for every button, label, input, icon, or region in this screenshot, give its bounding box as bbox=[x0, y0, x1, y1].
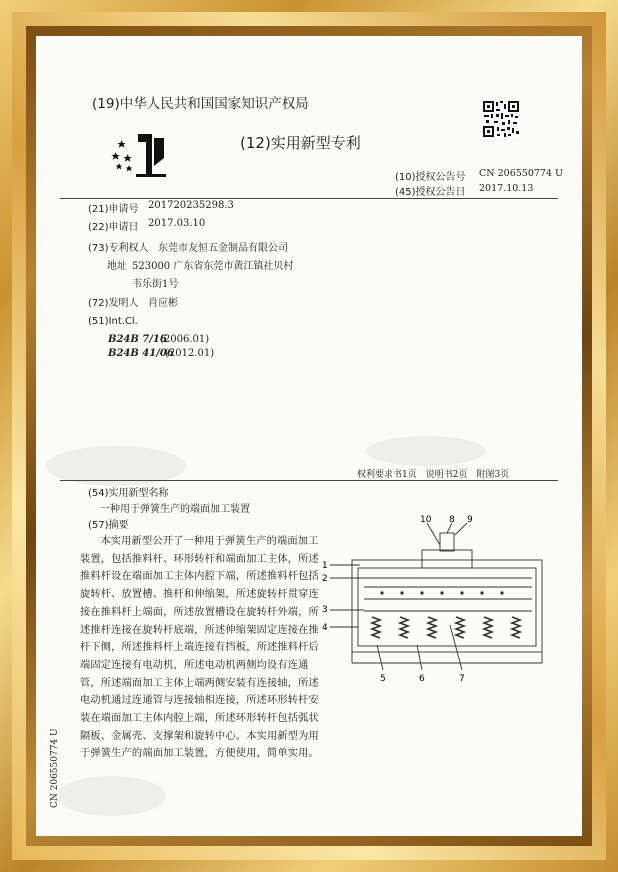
figure-label-8: 8 bbox=[449, 515, 455, 525]
office-name: (19)中华人民共和国国家知识产权局 bbox=[92, 96, 309, 112]
utility-model-title: 一种用于弹簧生产的端面加工装置 bbox=[100, 504, 250, 515]
inventor: 肖应彬 bbox=[148, 298, 178, 309]
abstract-label: (57)摘要 bbox=[88, 520, 129, 531]
section-divider bbox=[60, 480, 558, 481]
application-number-label: (21)申请号 bbox=[88, 204, 139, 215]
header-divider bbox=[60, 198, 558, 199]
application-date-label: (22)申请日 bbox=[88, 222, 139, 233]
figure-label-9: 9 bbox=[467, 515, 473, 525]
ipc-version-2: (2012.01) bbox=[165, 348, 215, 359]
title-label: (54)实用新型名称 bbox=[88, 488, 169, 499]
document-type: (12)实用新型专利 bbox=[240, 134, 361, 152]
qr-code bbox=[482, 100, 520, 138]
scan-smudge bbox=[56, 776, 166, 816]
publication-number: CN 206550774 U bbox=[479, 168, 564, 179]
publication-number-label: (10)授权公告号 bbox=[395, 172, 466, 183]
pages-info: 权利要求书1页 说明书2页 附图3页 bbox=[357, 470, 510, 480]
publication-date: 2017.10.13 bbox=[479, 183, 534, 194]
application-date: 2017.03.10 bbox=[148, 218, 206, 229]
figure-label-4: 4 bbox=[322, 623, 328, 633]
publication-date-label: (45)授权公告日 bbox=[395, 187, 466, 198]
ipc-version-1: (2006.01) bbox=[160, 334, 210, 345]
ipc-code-1: B24B 7/16 bbox=[108, 334, 167, 345]
patentee: 东莞市友恒五金制品有限公司 bbox=[158, 243, 288, 254]
figure-label-10: 10 bbox=[420, 515, 432, 525]
figure-label-6: 6 bbox=[419, 674, 425, 684]
inventor-label: (72)发明人 bbox=[88, 298, 139, 309]
sipo-logo bbox=[108, 130, 168, 180]
patentee-label: (73)专利权人 bbox=[88, 243, 149, 254]
address-line-2: 韦乐街1号 bbox=[132, 279, 179, 290]
figure-label-1: 1 bbox=[322, 561, 328, 571]
address-label: 地址 bbox=[107, 261, 127, 272]
figure-label-7: 7 bbox=[459, 674, 465, 684]
abstract-text: 本实用新型公开了一种用于弹簧生产的端面加工装置，包括推料杆、环形转杆和端面加工主体，所述推料杆设在端面加工主体内腔下端，所述推料杆包括旋转杆、放置槽、推杆和伸缩架，所述旋转杆贯穿连接在推料杆上端面，所述放置槽设在旋转杆外端，所述推杆连接在旋转杆底端，所述伸缩架固定连接在推杆下侧，所述推料杆上端连接有挡板，所述推料杆后端固定连接有电动机，所述电动机两侧均设有连通管，所述端面加工主体上端两侧安装有连接轴，所述电动机通过连通管与连接轴相连接，所述环形转杆安装在端面加工主体内腔上端，所述环形转杆包括弧状隔板、金属壳、支撑架和旋转中心。本实用新型为用于弹簧生产的端面加工装置，方便使用，简单实用。 bbox=[80, 536, 319, 760]
figure-label-3: 3 bbox=[322, 605, 328, 615]
application-number: 201720235298.3 bbox=[148, 200, 234, 211]
figure-label-2: 2 bbox=[322, 574, 328, 584]
int-cl-label: (51)Int.Cl. bbox=[88, 316, 138, 327]
patent-figure bbox=[322, 515, 554, 690]
ipc-code-2: B24B 41/06 bbox=[108, 348, 174, 359]
side-publication-number: CN 206550774 U bbox=[50, 728, 60, 808]
figure-label-5: 5 bbox=[380, 674, 386, 684]
scan-smudge bbox=[366, 436, 486, 466]
address-line-1: 523000 广东省东莞市黄江镇社贝村 bbox=[132, 261, 294, 272]
